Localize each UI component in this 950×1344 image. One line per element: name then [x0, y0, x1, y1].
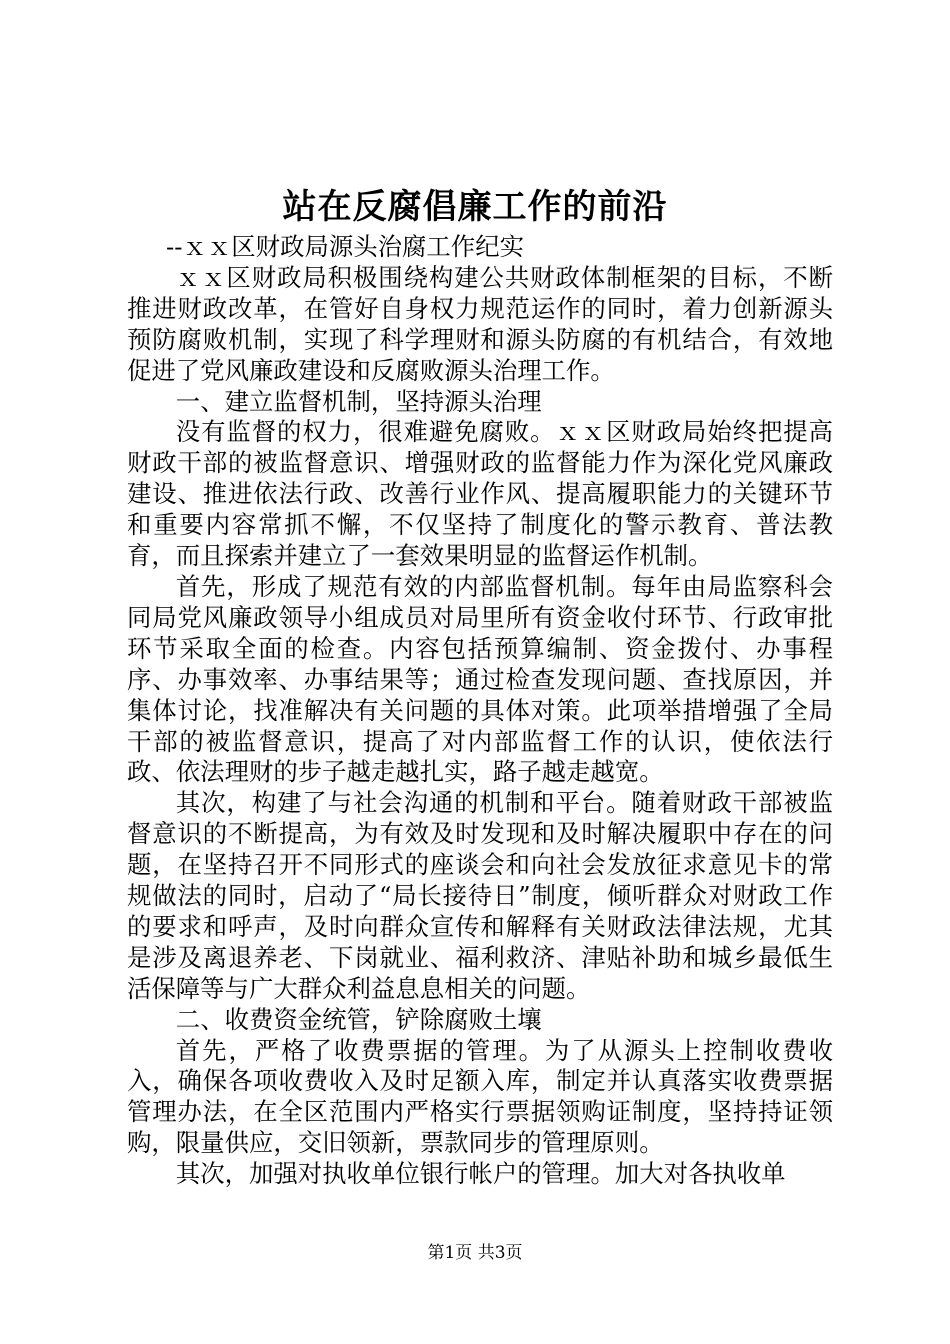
- paragraph-intro: ｘｘ区财政局积极围绕构建公共财政体制框架的目标，不断推进财政改革，在管好自身权力规范运作的同时，着力创新源头预防腐败机制，实现了科学理财和源头防腐的有机结合，有效地促进了党风廉政建设和反腐败源头治理工作。: [127, 262, 833, 385]
- page-footer: 第1页 共3页: [427, 1243, 523, 1263]
- paragraph-bank-accounts: 其次，加强对执收单位银行帐户的管理。加大对各执收单: [175, 1159, 786, 1189]
- section-heading-1: 一、建立监督机制，坚持源头治理: [175, 386, 542, 416]
- paragraph-receipt-management: 首先，严格了收费票据的管理。为了从源头上控制收费收入，确保各项收费收入及时足额入库，制定并认真落实收费票据管理办法，在全区范围内严格实行票据领购证制度，坚持持证领购，限量供应，交旧领新，票款同步的管理原则。: [127, 1035, 833, 1158]
- document-subtitle: --ｘｘ区财政局源头治腐工作纪实: [166, 232, 524, 261]
- section-heading-2: 二、收费资金统管，铲除腐败土壤: [175, 1004, 542, 1034]
- paragraph-internal-supervision: 首先，形成了规范有效的内部监督机制。每年由局监察科会同局党风廉政领导小组成员对局里所有资金收付环节、行政审批环节采取全面的检查。内容包括预算编制、资金拨付、办事程序、办事效率、办事结果等；通过检查发现问题、查找原因，并集体讨论，找准解决有关问题的具体对策。此项举措增强了全局干部的被监督意识，提高了对内部监督工作的认识，使依法行政、依法理财的步子越走越扎实，路子越走越宽。: [127, 571, 833, 787]
- document-title: 站在反腐倡廉工作的前沿: [282, 187, 668, 227]
- paragraph-social-communication: 其次，构建了与社会沟通的机制和平台。随着财政干部被监督意识的不断提高，为有效及时发现和及时解决履职中存在的问题，在坚持召开不同形式的座谈会和向社会发放征求意见卡的常规做法的同时，启动了“局长接待日”制度，倾听群众对财政工作的要求和呼声，及时向群众宣传和解释有关财政法律法规，尤其是涉及离退养老、下岗就业、福利救济、津贴补助和城乡最低生活保障等与广大群众利益息息相关的问题。: [127, 788, 833, 1003]
- paragraph-supervision: 没有监督的权力，很难避免腐败。ｘｘ区财政局始终把提高财政干部的被监督意识、增强财政的监督能力作为深化党风廉政建设、推进依法行政、改善行业作风、提高履职能力的关键环节和重要内容常抓不懈，不仅坚持了制度化的警示教育、普法教育，而且探索并建立了一套效果明显的监督运作机制。: [127, 417, 833, 571]
- document-body: [127, 232, 833, 1190]
